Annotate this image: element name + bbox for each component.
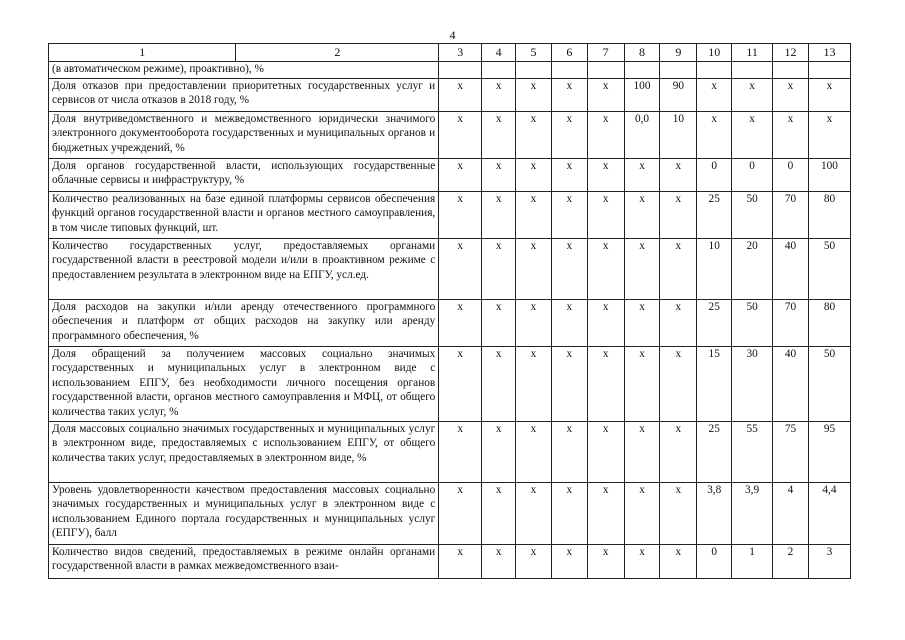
indicator-value <box>624 62 660 79</box>
indicator-value: x <box>482 300 516 347</box>
table-row <box>49 159 851 192</box>
indicator-value: x <box>624 159 660 192</box>
indicator-value: x <box>516 300 552 347</box>
indicator-value: x <box>439 159 482 192</box>
indicator-value: x <box>624 300 660 347</box>
indicator-value: x <box>624 422 660 483</box>
indicator-value: 80 <box>808 192 850 239</box>
indicator-value: x <box>482 239 516 300</box>
indicator-description: Доля массовых социально значимых государственных и муниципальных услуг в электронном виде, предоставляемых с использованием ЕПГУ, от общего количества таких услуг, предоставляемых в электронном виде, % <box>49 422 439 483</box>
indicator-description: Количество реализованных на базе единой платформы сервисов обеспечения функций органов государственной власти и органов местного самоуправления, в том числе типовых функций, шт. <box>49 192 439 239</box>
column-header: 7 <box>587 44 624 62</box>
indicator-value: x <box>587 483 624 545</box>
indicator-value: x <box>587 300 624 347</box>
indicator-value: x <box>482 79 516 112</box>
table-row <box>49 79 851 112</box>
indicator-value: x <box>587 239 624 300</box>
indicator-description: Уровень удовлетворенности качеством предоставления массовых социально значимых государственных и муниципальных услуг в электронном виде с использованием Единого портала государственных и муниципальных услуг (ЕПГУ), балл <box>49 483 439 545</box>
indicator-value <box>660 62 697 79</box>
indicator-value: 50 <box>808 347 850 422</box>
indicator-description: (в автоматическом режиме), проактивно), % <box>49 62 439 79</box>
indicator-value: 0 <box>697 159 732 192</box>
indicator-value: 10 <box>660 112 697 159</box>
indicator-value: x <box>587 422 624 483</box>
indicator-value: x <box>624 239 660 300</box>
column-header: 8 <box>624 44 660 62</box>
indicator-value <box>587 62 624 79</box>
indicator-value: x <box>482 192 516 239</box>
indicator-value: 80 <box>808 300 850 347</box>
indicator-value: x <box>587 79 624 112</box>
table-row <box>49 545 851 579</box>
indicator-value: x <box>732 79 773 112</box>
column-header: 11 <box>732 44 773 62</box>
indicator-value: x <box>697 112 732 159</box>
table-row <box>49 347 851 422</box>
column-header: 13 <box>808 44 850 62</box>
indicator-value: x <box>551 483 587 545</box>
indicator-value: 2 <box>773 545 809 579</box>
indicator-value: x <box>660 239 697 300</box>
indicator-value: 25 <box>697 422 732 483</box>
indicator-value <box>697 62 732 79</box>
indicator-value: x <box>773 112 809 159</box>
indicator-value <box>482 62 516 79</box>
indicator-value: x <box>516 347 552 422</box>
indicator-value: x <box>482 545 516 579</box>
table-row <box>49 112 851 159</box>
indicator-description: Доля отказов при предоставлении приоритетных государственных услуг и сервисов от числа отказов в 2018 году, % <box>49 79 439 112</box>
indicator-value: 0 <box>773 159 809 192</box>
column-header: 6 <box>551 44 587 62</box>
indicator-value: x <box>587 159 624 192</box>
indicator-value: x <box>808 79 850 112</box>
column-header: 2 <box>236 44 439 62</box>
indicator-value: x <box>516 112 552 159</box>
indicator-value: x <box>516 192 552 239</box>
indicator-value: 25 <box>697 192 732 239</box>
indicator-value: x <box>439 545 482 579</box>
page-number: 4 <box>449 28 456 42</box>
indicator-value: 30 <box>732 347 773 422</box>
indicator-value: 70 <box>773 300 809 347</box>
column-header: 9 <box>660 44 697 62</box>
indicator-value: x <box>773 79 809 112</box>
indicator-value: x <box>482 112 516 159</box>
indicator-value <box>808 62 850 79</box>
indicator-value: 40 <box>773 347 809 422</box>
indicator-value: x <box>551 79 587 112</box>
column-header: 4 <box>482 44 516 62</box>
indicator-value: 50 <box>732 192 773 239</box>
indicator-value: x <box>516 422 552 483</box>
indicator-value: x <box>482 347 516 422</box>
indicator-description: Количество видов сведений, предоставляемых в режиме онлайн органами государственной власти в рамках межведомственного взаи- <box>49 545 439 579</box>
indicator-value: x <box>551 192 587 239</box>
indicator-value: 10 <box>697 239 732 300</box>
indicator-value: 20 <box>732 239 773 300</box>
indicator-description: Доля расходов на закупки и/или аренду отечественного программного обеспечения и платформ от общих расходов на закупку или аренду программного обеспечения, % <box>49 300 439 347</box>
indicator-value: 0 <box>697 545 732 579</box>
indicator-value: x <box>587 192 624 239</box>
header-row <box>49 44 851 62</box>
indicator-value: 70 <box>773 192 809 239</box>
table-row <box>49 300 851 347</box>
indicator-value: x <box>551 545 587 579</box>
indicator-value: x <box>660 300 697 347</box>
indicator-value: x <box>439 192 482 239</box>
indicator-value: x <box>551 300 587 347</box>
indicator-value: 50 <box>732 300 773 347</box>
indicator-value: x <box>439 112 482 159</box>
indicator-value: 1 <box>732 545 773 579</box>
table-body <box>49 62 851 579</box>
column-header: 10 <box>697 44 732 62</box>
indicator-value: x <box>587 545 624 579</box>
indicator-value: 3 <box>808 545 850 579</box>
indicator-value: 25 <box>697 300 732 347</box>
indicator-value: x <box>439 483 482 545</box>
indicator-value: x <box>808 112 850 159</box>
indicator-value: x <box>516 483 552 545</box>
indicator-value: x <box>439 422 482 483</box>
table-row <box>49 239 851 300</box>
indicator-value: x <box>516 239 552 300</box>
indicator-value: x <box>439 300 482 347</box>
indicators-table <box>48 43 851 579</box>
column-header: 12 <box>773 44 809 62</box>
indicator-value: x <box>660 159 697 192</box>
indicator-value: 4,4 <box>808 483 850 545</box>
indicator-value: x <box>624 192 660 239</box>
indicator-value: 50 <box>808 239 850 300</box>
indicator-value: 3,8 <box>697 483 732 545</box>
indicator-value <box>773 62 809 79</box>
indicator-value: 95 <box>808 422 850 483</box>
indicator-description: Доля внутриведомственного и межведомственного юридически значимого электронного документооборота государственных и муниципальных органов и бюджетных учреждений, % <box>49 112 439 159</box>
indicator-value: 4 <box>773 483 809 545</box>
table-row <box>49 483 851 545</box>
indicator-value: 100 <box>624 79 660 112</box>
indicator-description: Доля обращений за получением массовых социально значимых государственных и муниципальных услуг в электронном виде с использованием ЕПГУ, без необходимости личного посещения органов государственной власти, органов местного самоуправления и МФЦ, от общего количества таких услуг, % <box>49 347 439 422</box>
indicator-value: x <box>624 347 660 422</box>
indicator-value: 75 <box>773 422 809 483</box>
column-header: 5 <box>516 44 552 62</box>
indicator-description: Количество государственных услуг, предоставляемых органами государственной власти в реестровой модели и/или в проактивном режиме с предоставлением результата в электронном виде на ЕПГУ, усл.ед. <box>49 239 439 300</box>
indicator-value: x <box>439 347 482 422</box>
indicator-value: x <box>624 545 660 579</box>
indicator-value: x <box>482 159 516 192</box>
indicator-value <box>439 62 482 79</box>
indicator-value: x <box>660 483 697 545</box>
indicator-description: Доля органов государственной власти, использующих государственные облачные сервисы и инфраструктуру, % <box>49 159 439 192</box>
table-row <box>49 62 851 79</box>
indicator-value: x <box>439 239 482 300</box>
indicator-value: 55 <box>732 422 773 483</box>
indicator-value: 15 <box>697 347 732 422</box>
indicator-value: x <box>551 239 587 300</box>
indicator-value: x <box>482 422 516 483</box>
indicator-value: x <box>732 112 773 159</box>
indicator-value <box>551 62 587 79</box>
indicator-value: x <box>660 422 697 483</box>
indicator-value: x <box>516 159 552 192</box>
table-row <box>49 422 851 483</box>
indicator-value: 3,9 <box>732 483 773 545</box>
indicator-value: x <box>516 79 552 112</box>
indicator-value: x <box>551 422 587 483</box>
indicator-value: 100 <box>808 159 850 192</box>
indicator-value: x <box>660 545 697 579</box>
indicator-value: x <box>551 159 587 192</box>
indicator-value: x <box>587 112 624 159</box>
indicator-value: x <box>624 483 660 545</box>
column-header: 1 <box>49 44 236 62</box>
indicator-value: x <box>697 79 732 112</box>
indicator-value: 40 <box>773 239 809 300</box>
indicator-value: x <box>551 112 587 159</box>
indicator-value: x <box>551 347 587 422</box>
indicator-value: 0,0 <box>624 112 660 159</box>
indicator-value: x <box>439 79 482 112</box>
indicator-value: x <box>587 347 624 422</box>
indicator-value: x <box>660 192 697 239</box>
column-header: 3 <box>439 44 482 62</box>
indicator-value: 90 <box>660 79 697 112</box>
indicator-value <box>732 62 773 79</box>
indicator-value: x <box>516 545 552 579</box>
indicator-value <box>516 62 552 79</box>
indicator-value: x <box>482 483 516 545</box>
indicator-value: 0 <box>732 159 773 192</box>
table-row <box>49 192 851 239</box>
indicator-value: x <box>660 347 697 422</box>
